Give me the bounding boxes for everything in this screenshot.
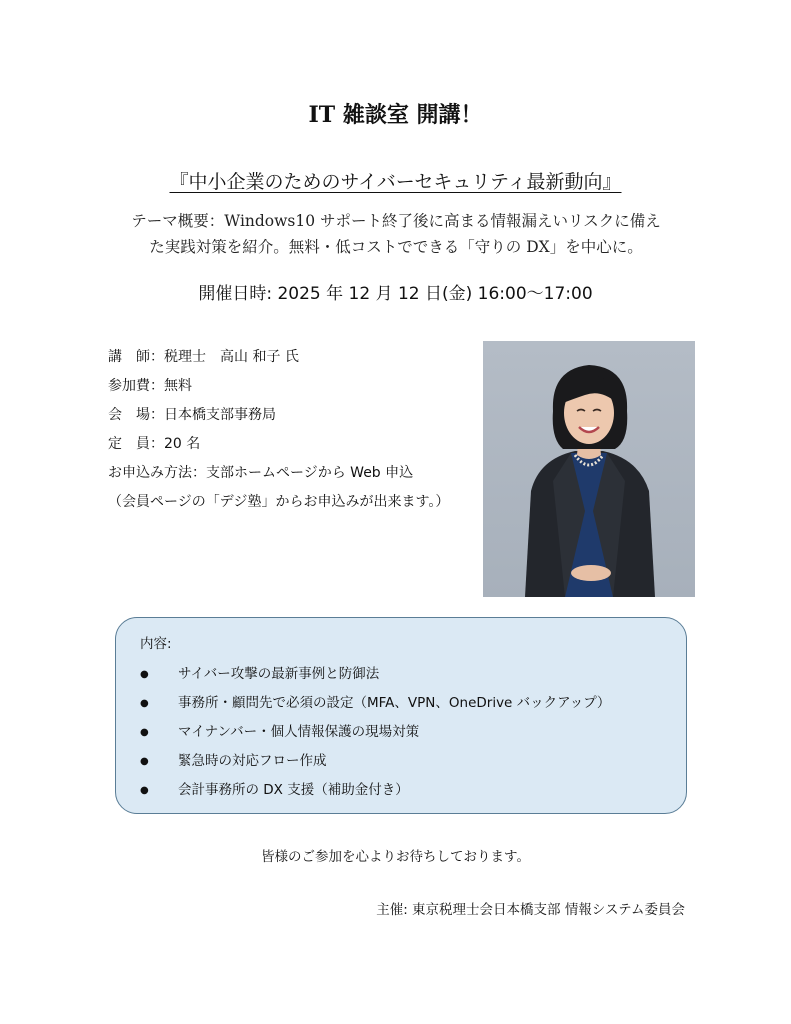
content-item-text: マイナンバー・個人情報保護の現場対策	[178, 724, 420, 740]
detail-venue: 会 場：日本橋支部事務局	[108, 407, 276, 423]
content-item	[140, 718, 610, 747]
lecturer-portrait-illustration	[483, 341, 695, 597]
seminar-subtitle	[0, 167, 791, 194]
content-item	[140, 747, 610, 776]
bullet-icon: ●	[140, 698, 149, 709]
content-list	[140, 660, 610, 805]
detail-fee: 参加費：無料	[108, 378, 192, 394]
content-item-text: 事務所・顧問先で必須の設定（MFA、VPN、OneDrive バックアップ）	[178, 695, 611, 711]
closing-message: 皆様のご参加を心よりお待ちしております。	[261, 849, 530, 865]
content-item-text: サイバー攻撃の最新事例と防御法	[178, 666, 380, 682]
event-details	[108, 343, 488, 517]
seminar-subtitle-text: 『中小企業のためのサイバーセキュリティ最新動向』	[169, 171, 622, 193]
theme-summary	[100, 208, 692, 260]
bullet-icon: ●	[140, 785, 149, 796]
organizer: 主催: 東京税理士会日本橋支部 情報システム委員会	[376, 902, 685, 918]
content-box	[115, 617, 687, 814]
content-item	[140, 689, 610, 718]
bullet-icon: ●	[140, 727, 149, 738]
detail-lecturer: 講 師：税理士 高山 和子 氏	[108, 349, 299, 365]
event-datetime: 開催日時: 2025 年 12 月 12 日(金) 16:00～17:00	[198, 284, 593, 304]
bullet-icon: ●	[140, 756, 149, 767]
lecturer-photo	[483, 341, 695, 597]
detail-application: お申込み方法：支部ホームページから Web 申込	[108, 465, 414, 481]
content-item-text: 会計事務所の DX 支援（補助金付き）	[178, 782, 409, 798]
bullet-icon: ●	[140, 669, 149, 680]
content-label: 内容:	[140, 636, 172, 652]
content-item	[140, 660, 610, 689]
content-item-text: 緊急時の対応フロー作成	[178, 753, 327, 769]
detail-capacity: 定 員：20 名	[108, 436, 201, 452]
theme-summary-line-1: テーマ概要：Windows10 サポート終了後に高まる情報漏えいリスクに備え	[131, 212, 661, 230]
theme-summary-line-2: た実践対策を紹介。無料・低コストでできる「守りの DX」を中心に。	[149, 238, 643, 256]
page-title: IT 雑談室 開講！	[308, 102, 483, 128]
detail-application-note: （会員ページの「デジ塾」からお申込みが出来ます。）	[108, 494, 450, 510]
content-item	[140, 776, 610, 805]
